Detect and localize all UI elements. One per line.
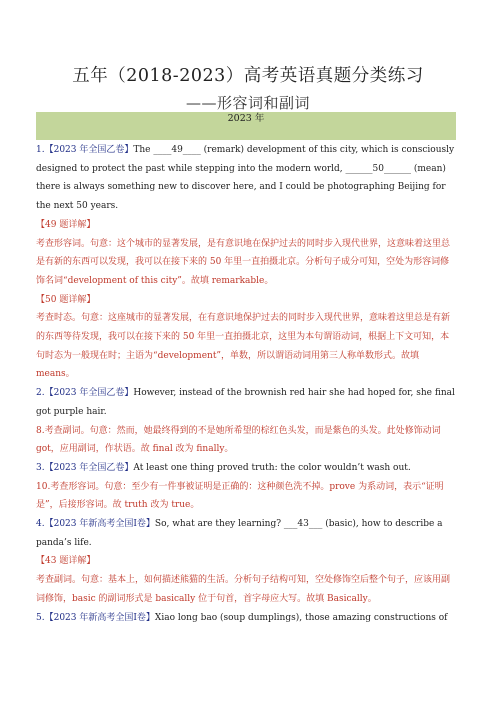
question-4: 4.【2023 年新高考全国Ⅰ卷】So, what are they learning? ___43___ (basic), how to describe a panda’s life. xyxy=(36,519,443,548)
answer-explanation: 10.考查形容词。句意：至少有一件事被证明是正确的：这种颜色洗不掉。prove 为系动词，表示“证明是”，后接形容词。故 truth 改为 true。 xyxy=(36,481,444,511)
question-text: At least one thing proved truth: the color wouldn’t wash out. xyxy=(133,462,411,473)
question-text: Xiao long bao (soup dumplings), those amazing constructions of xyxy=(154,612,448,623)
question-source: 【2023 年全国乙卷】 xyxy=(44,388,134,399)
exercise-content xyxy=(36,141,456,627)
question-2: 2.【2023 年全国乙卷】However, instead of the brownish red hair she had hoped for, she final got purple hair. xyxy=(36,388,455,417)
answer-heading: 【50 题详解】 xyxy=(36,294,96,305)
question-source: 【2023 年新高考全国Ⅰ卷】 xyxy=(44,612,155,623)
question-text: The ____49____ (remark) development of this city, which is consciously designed to protect the past while stepping into the modern world, ______50______ (mean) there is always something new to discover here, and I could be photographing Beijing for the next 50 years. xyxy=(36,145,455,212)
question-text: So, what are they learning? ___43___ (basic), how to describe a panda’s life. xyxy=(36,519,443,548)
year-section-header: 2023 年 xyxy=(36,112,456,140)
question-source: 【2023 年全国乙卷】 xyxy=(44,145,134,155)
answer-heading: 【49 题详解】 xyxy=(36,219,96,230)
page-title: 五年（2018-2023）高考英语真题分类练习 xyxy=(72,66,424,86)
question-text: However, instead of the brownish red hair she had hoped for, she final got purple hair. xyxy=(36,388,455,417)
question-5: 5.【2023 年新高考全国Ⅰ卷】Xiao long bao (soup dumplings), those amazing constructions of xyxy=(36,612,448,623)
question-1: 1.【2023 年全国乙卷】The ____49____ (remark) development of this city, which is consciously designed to protect the past while stepping into the modern world, ______50______ (mean) there is always something new to discover here, and I could be photographing Beijing for the next 50 years. xyxy=(36,145,455,212)
answer-explanation: 8.考查副词。句意：然而，她最终得到的不是她所希望的棕红色头发，而是紫色的头发。此处修饰动词 got，应用副词，作状语。故 final 改为 finally。 xyxy=(36,425,441,455)
answer-heading: 【43 题详解】 xyxy=(36,556,96,567)
answer-explanation: 考查形容词。句意：这个城市的显著发展，是有意识地在保护过去的同时步入现代世界，这意味着这里总是有新的东西可以发现，我可以在接下来的 50 年里一直拍摄北京。分析句子成分可知，空处为形容词修饰名词“development of this city”。故填 remarkable。 xyxy=(36,238,451,286)
answer-explanation: 考查副词。句意：基本上，如何描述熊猫的生活。分析句子结构可知，空处修饰空后整个句子，应该用副词修饰，basic 的副词形式是 basically 位于句首，首字母应大写。故填 Basically。 xyxy=(36,575,451,604)
question-3: 3.【2023 年全国乙卷】At least one thing proved truth: the color wouldn’t wash out. xyxy=(36,462,411,473)
question-source: 【2023 年全国乙卷】 xyxy=(44,462,134,473)
answer-explanation: 考查时态。句意：这座城市的显著发展，在有意识地保护过去的同时步入现代世界，意味着这里总是有新的东西等待发现，我可以在接下来的 50 年里一直拍摄北京，这里为本句谓语动词，根据上下文可知，本句时态为一般现在时；主语为“development”，单数，所以谓语动词用第三人称单数形式。故填 means。 xyxy=(36,313,451,380)
page-subtitle: ——形容词和副词 xyxy=(185,94,310,112)
question-source: 【2023 年新高考全国Ⅰ卷】 xyxy=(44,519,155,530)
